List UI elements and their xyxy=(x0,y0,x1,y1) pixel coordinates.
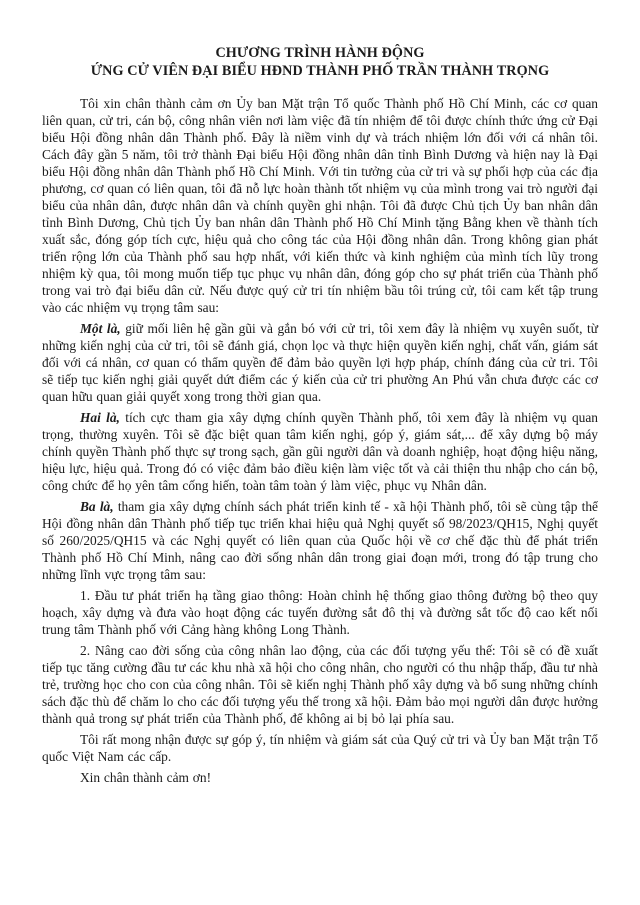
document-title-line-2: ỨNG CỬ VIÊN ĐẠI BIỂU HĐND THÀNH PHỐ TRẦN THÀNH TRỌNG xyxy=(90,62,550,79)
paragraph-thanks xyxy=(42,769,598,786)
paragraph-hai-la xyxy=(42,409,598,494)
paragraph-text: Xin chân thành cảm ơn! xyxy=(80,770,212,785)
paragraph-intro xyxy=(42,95,598,316)
paragraph-item-1 xyxy=(42,587,598,638)
paragraph-closing xyxy=(42,731,598,765)
paragraph-ba-la xyxy=(42,498,598,583)
paragraph-mot-la xyxy=(42,320,598,405)
paragraph-text: 1. Đầu tư phát triển hạ tầng giao thông: Hoàn chỉnh hệ thống giao thông đường bộ theo quy hoạch, xây dựng và đưa vào hoạt động các tuyến đường sắt đô thị và đường sắt tốc độ cao kết nối trung tâm Thành phố với Cảng hàng không Long Thành. xyxy=(42,588,598,637)
paragraph-text: Tôi xin chân thành cảm ơn Ủy ban Mặt trận Tổ quốc Thành phố Hồ Chí Minh, các cơ quan liên quan, cử tri, cán bộ, công nhân viên nơi làm việc đã tín nhiệm để tôi được chính thức ứng cử Đại biểu Hội đồng nhân dân Thành phố. Đây là niềm vinh dự và trách nhiệm lớn đối với cá nhân tôi. Cách đây gần 5 năm, tôi trở thành Đại biểu Hội đồng nhân dân tỉnh Bình Dương và hiện nay là Đại biểu Hội đồng nhân dân Thành phố Hồ Chí Minh. Với tin tưởng của cử tri và sự phối hợp của các địa phương, cơ quan có liên quan, tôi đã nỗ lực hoàn thành tốt nhiệm vụ của mình trong vai trò người đại biểu của nhân dân, được nhân dân và chính quyền ghi nhận. Tôi đã được Chủ tịch Ủy ban nhân dân tỉnh Bình Dương, Chủ tịch Ủy ban nhân dân Thành phố Hồ Chí Minh tặng Bằng khen về thành tích xuất sắc, đóng góp tích cực, hiệu quả cho công tác của Hội đồng nhân dân. Trong không gian phát triển rộng lớn của Thành phố sau hợp nhất, với kiến thức và kinh nghiệm của mình tích lũy trong nhiệm kỳ qua, tôi mong muốn tiếp tục phục vụ nhân dân, đóng góp cho sự phát triển của Thành phố trong vai trò đại biểu dân cử. Nếu được quý cử tri tín nhiệm bầu tôi trúng cử, tôi cam kết tập trung vào các nhiệm vụ trọng tâm sau: xyxy=(42,96,598,315)
paragraph-lead: Hai là, xyxy=(80,410,120,425)
document-title xyxy=(42,45,598,80)
paragraph-text: tích cực tham gia xây dựng chính quyền Thành phố, tôi xem đây là nhiệm vụ quan trọng, thường xuyên. Tôi sẽ đặc biệt quan tâm kiến nghị, góp ý, giám sát,... để xây dựng bộ máy chính quyền Thành phố thực sự trong sạch, gần gũi người dân và doanh nghiệp, hoạt động hiệu năng, hiệu lực, hiệu quả. Trong đó có việc đảm bảo điều kiện làm việc tốt và cải thiện thu nhập cho cán bộ, công chức để họ yên tâm cống hiến, toàn tâm toàn ý làm việc, phục vụ Nhân dân. xyxy=(42,410,598,493)
paragraph-text: Tôi rất mong nhận được sự góp ý, tín nhiệm và giám sát của Quý cử tri và Ủy ban Mặt trận Tổ quốc Việt Nam các cấp. xyxy=(42,732,598,764)
paragraph-text: tham gia xây dựng chính sách phát triển kinh tế - xã hội Thành phố, tôi sẽ cùng tập thể Hội đồng nhân dân Thành phố tiếp tục triển khai hiệu quả Nghị quyết số 98/2023/QH15, Nghị quyết số 260/2025/QH15 và các Nghị quyết có liên quan của Quốc hội về cơ chế đặc thù để phát triển Thành phố Hồ Chí Minh, nâng cao đời sống nhân dân trong giai đoạn mới, trong đó tập trung cho những lĩnh vực trọng tâm sau: xyxy=(42,499,598,582)
paragraph-text: 2. Nâng cao đời sống của công nhân lao động, của các đối tượng yếu thế: Tôi sẽ có đề xuất tiếp tục tăng cường đầu tư các khu nhà xã hội cho công nhân, cho người có thu nhập thấp, đầu tư nhà trẻ, trường học cho con của công nhân. Tôi sẽ kiến nghị Thành phố xây dựng và bổ sung những chính sách đặc thù để chăm lo cho các đối tượng yếu thế trong xã hội. Đảm bảo mọi người dân được hưởng thành quả trong sự phát triển của Thành phố, để không ai bị bỏ lại phía sau. xyxy=(42,643,598,726)
paragraph-text: giữ mối liên hệ gần gũi và gắn bó với cử tri, tôi xem đây là nhiệm vụ xuyên suốt, từ những kiến nghị của cử tri, tôi sẽ đánh giá, chọn lọc và thực hiện quyền kiến nghị, chất vấn, giám sát đối với cá nhân, cơ quan có thẩm quyền để đảm bảo quyền lợi hợp pháp, chính đáng của cử tri. Tôi sẽ tiếp tục kiến nghị giải quyết dứt điểm các ý kiến của cử tri phường An Phú vẫn chưa được các cơ quan hữu quan giải quyết xong trong thời gian qua. xyxy=(42,321,598,404)
document-title-line-1: CHƯƠNG TRÌNH HÀNH ĐỘNG xyxy=(215,45,425,61)
paragraph-lead: Ba là, xyxy=(80,499,114,514)
paragraph-item-2 xyxy=(42,642,598,727)
paragraph-lead: Một là, xyxy=(80,321,121,336)
